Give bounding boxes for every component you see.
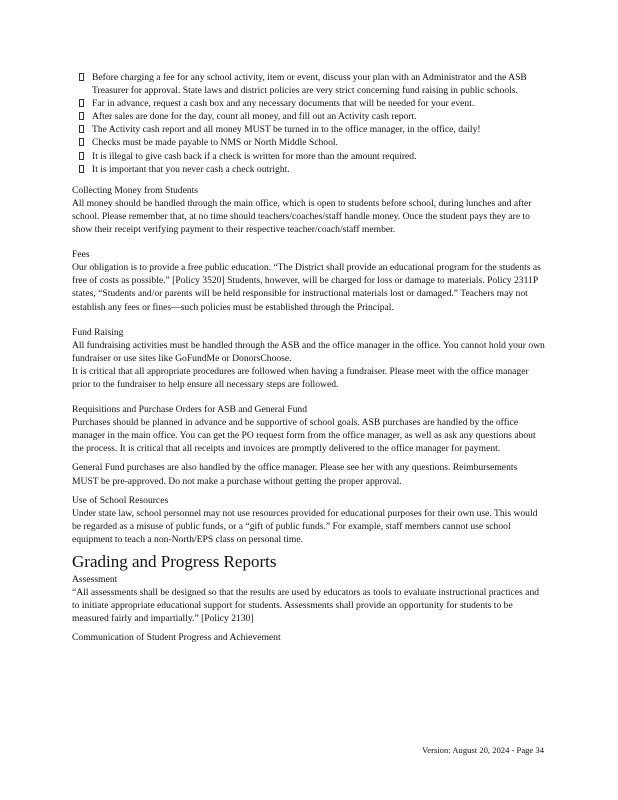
bullet-icon <box>79 165 84 173</box>
fees-heading: Fees <box>72 249 90 261</box>
collecting-money-paragraph: All money should be handled through the main office, which is open to students before school, during lunches and after school. Please remember that, at no time should teachers/coaches/staff handle money. Once the student pays they are to show their receipt verifying payment to their respective teacher/coach/staff member. <box>72 197 532 236</box>
fund-raising-heading: Fund Raising <box>72 326 124 338</box>
requisitions-heading: Requisitions and Purchase Orders for ASB and General Fund <box>72 404 308 416</box>
list-item: Before charging a fee for any school activity, item or event, discuss your plan with an Administrator and the ASB Treasurer for approval. State laws and district policies are very strict concerning fund raising in public schools. <box>92 71 546 97</box>
list-item: It is illegal to give cash back if a check is written for more than the amount required. <box>92 150 546 163</box>
list-item: Far in advance, request a cash box and any necessary documents that will be needed for your event. <box>92 97 546 110</box>
requisitions-paragraph: Purchases should be planned in advance and be supportive of school goals. ASB purchases are handled by the office manager in the main office. You can get the PO request form from the office manager, as well as ask any questions about the process. It is critical that all receipts and invoices are promptly delivered to the office manager for payment. <box>72 417 536 455</box>
page-footer: Version: August 20, 2024 - Page 34 <box>422 745 544 755</box>
bullet-icon <box>79 152 84 160</box>
fund-raising-paragraph: It is critical that all appropriate procedures are followed when having a fundraiser. Please meet with the office manager prior to the fundraiser to help ensure all necessary steps are followed. <box>72 365 529 390</box>
bullet-icon <box>79 112 84 120</box>
cash-procedures-list <box>72 71 546 176</box>
fees-paragraph: Our obligation is to provide a free public education. “The District shall provide an educational program for the students as free of costs as possible.” [Policy 3520] Students, however, will be charged for loss or damage to materials. Policy 2311P states, “Students and/or parents will be held responsible for instructional materials lost or damaged.” Teachers may not establish any fees or fines—such policies must be established through the Principal. <box>72 262 541 313</box>
list-item: It is important that you never cash a check outright. <box>92 163 546 176</box>
list-item: The Activity cash report and all money MUST be turned in to the office manager, in the office, daily! <box>92 123 546 136</box>
assessment-heading: Assessment <box>72 574 118 585</box>
bullet-icon <box>79 73 84 81</box>
bullet-icon <box>79 138 84 146</box>
list-item: Checks must be made payable to NMS or North Middle School. <box>92 136 546 149</box>
assessment-paragraph: “All assessments shall be designed so that the results are used by educators as tools to evaluate instructional practices and to initiate appropriate educational support for students. Assessments shall provide an opportunity for students to be measured fairly and impartially.” [Policy 2130] <box>72 587 540 625</box>
list-item: After sales are done for the day, count all money, and fill out an Activity cash report. <box>92 110 546 123</box>
communication-heading: Communication of Student Progress and Achievement <box>72 632 281 644</box>
grading-heading: Grading and Progress Reports <box>72 552 277 571</box>
bullet-icon <box>79 99 84 107</box>
collecting-money-heading: Collecting Money from Students <box>72 184 199 196</box>
fund-raising-paragraph: All fundraising activities must be handled through the ASB and the office manager in the office. You cannot hold your own fundraiser or use sites like GoFundMe or DonorsChoose. <box>72 339 545 364</box>
general-fund-paragraph: General Fund purchases are also handled by the office manager. Please see her with any questions. Reimbursements MUST be pre-approved. Do not make a purchase without getting the proper approval. <box>72 462 518 487</box>
school-resources-paragraph: Under state law, school personnel may not use resources provided for educational purposes for their own use. This would be regarded as a misuse of public funds, or a “gift of public funds.” For example, staff members cannot use school equipment to teach a non-North/EPS class on personal time. <box>72 507 538 545</box>
bullet-icon <box>79 125 84 133</box>
school-resources-heading: Use of School Resources <box>72 494 169 506</box>
